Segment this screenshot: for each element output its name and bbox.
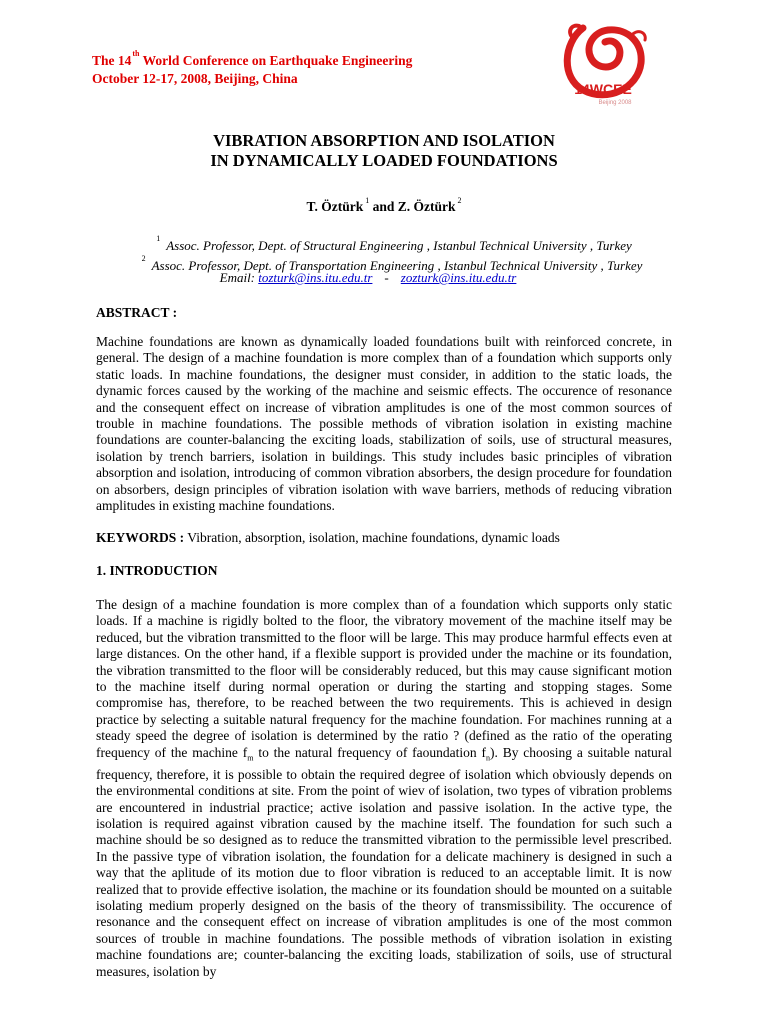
email-line: Email: tozturk@ins.itu.edu.tr - zozturk@ins.itu.edu.tr xyxy=(219,270,517,285)
logo-subtext: Beijing 2008 xyxy=(598,100,632,106)
authors: T. Öztürk $^1$ and Z. Öztürk $^2$ xyxy=(306,196,462,214)
conference-dates: October 12-17, 2008, Beijing, China xyxy=(92,71,298,86)
email-link-2[interactable]: zozturk@ins.itu.edu.tr xyxy=(400,270,517,285)
affiliation-1: $^1$ Assoc. Professor, Dept. of Structural Engineering , Istanbul Technical University , Turkey xyxy=(156,234,632,253)
keywords xyxy=(96,530,560,546)
conference-name: The 14th World Conference on Earthquake Engineering xyxy=(92,49,413,68)
introduction-heading: 1. INTRODUCTION xyxy=(96,563,218,578)
keywords-text: Vibration, absorption, isolation, machine foundations, dynamic loads xyxy=(184,530,560,545)
author-2: Z. Öztürk xyxy=(397,199,456,214)
title-line-2: IN DYNAMICALLY LOADED FOUNDATIONS xyxy=(210,151,558,170)
conference-header xyxy=(92,45,412,88)
logo-text: 14WCEE xyxy=(574,81,632,97)
keywords-label: KEYWORDS : xyxy=(96,530,185,545)
abstract-text: Machine foundations are known as dynamically loaded foundations built with reinforced concrete, in general. The design of a machine foundation is more complex than of a foundation which supports only static loads. In machine foundations, the designer must consider, in addition to the static loads, the dynamic forces caused by the working of the machine and seismic effects. The occurence of resonance and the consequent effect on increase of vibration amplitudes is one of the most common sources of trouble in machine foundations. The possible methods of vibration isolation in existing machine foundations are counter-balancing the exciting loads, stabilization of soils, use of structural measures, isolation by trench barriers, isolation in buildings. This study includes basic principles of vibration absorption and isolation, introducing of common vibration absorbers, the design procedure for foundation on absorbers, design principles of vibration isolation with wave barriers, methods of reducing vibration amplitudes in existing machine foundations. xyxy=(96,334,672,514)
email-link-1[interactable]: tozturk@ins.itu.edu.tr xyxy=(258,270,373,285)
paper-title xyxy=(0,131,768,171)
wcee-logo xyxy=(553,18,661,110)
author-1: T. Öztürk xyxy=(306,199,364,214)
abstract-heading: ABSTRACT : xyxy=(96,305,178,320)
title-line-1: VIBRATION ABSORPTION AND ISOLATION xyxy=(213,131,555,150)
affiliation-2: $^2$ Assoc. Professor, Dept. of Transportation Engineering , Istanbul Technical University , Turkey xyxy=(141,254,643,273)
introduction-text: The design of a machine foundation is more complex than of a foundation which supports only static loads. If a machine is rigidly bolted to the floor, the vibratory movement of the machine itself may be reduced, but the vibration transmitted to the floor will be large. This may produce harmful effects even at large distances. On the other hand, if a flexible support is provided under the machine or its foundation, the vibration transmitted to the floor will be considerably reduced, but this may cause significant motion to the machine itself during normal operation or during the starting and stopping stages. Some compromise has, therefore, to be reached between the two requirements. This is achieved in design practice by selecting a suitable natural frequency for the machine foundation. For machines running at a steady speed the degree of isolation is determined by the ratio ? (defined as the ratio of the operating frequency of the machine $f_m$ to the natural frequency of faoundation $f_n$). By choosing a suitable natural frequency, therefore, it is possible to obtain the required degree of isolation which obviously depends on the environmental conditions at site. From the point of wiev of isolation, two types of vibration problems are encountered in industrial practice; active isolation and passive isolation. In the active type, the isolation is required against vibration caused by the machine itself. The foundation for such such a machine should be so designed as to reduce the transmitted vibration to the permissible level prescribed. In the passive type of vibration isolation, the foundation for a delicate machinery is designed in such a way that the aplitude of its motion due to floor vibration is reduced to an acceptable limit. It is now realized that to provide effective isolation, the machine or its foundation should be mounted on a suitable isolating medium properly designed on the basis of the theory of transmissibility. The occurence of resonance and the consequent effect on increase of vibration amplitudes is one of the most common sources of trouble in machine foundations. The possible methods of vibration isolation in existing machine foundations are; counter-balancing the exciting loads, stabilization of soils, use of structural measures, isolation by xyxy=(96,597,672,979)
